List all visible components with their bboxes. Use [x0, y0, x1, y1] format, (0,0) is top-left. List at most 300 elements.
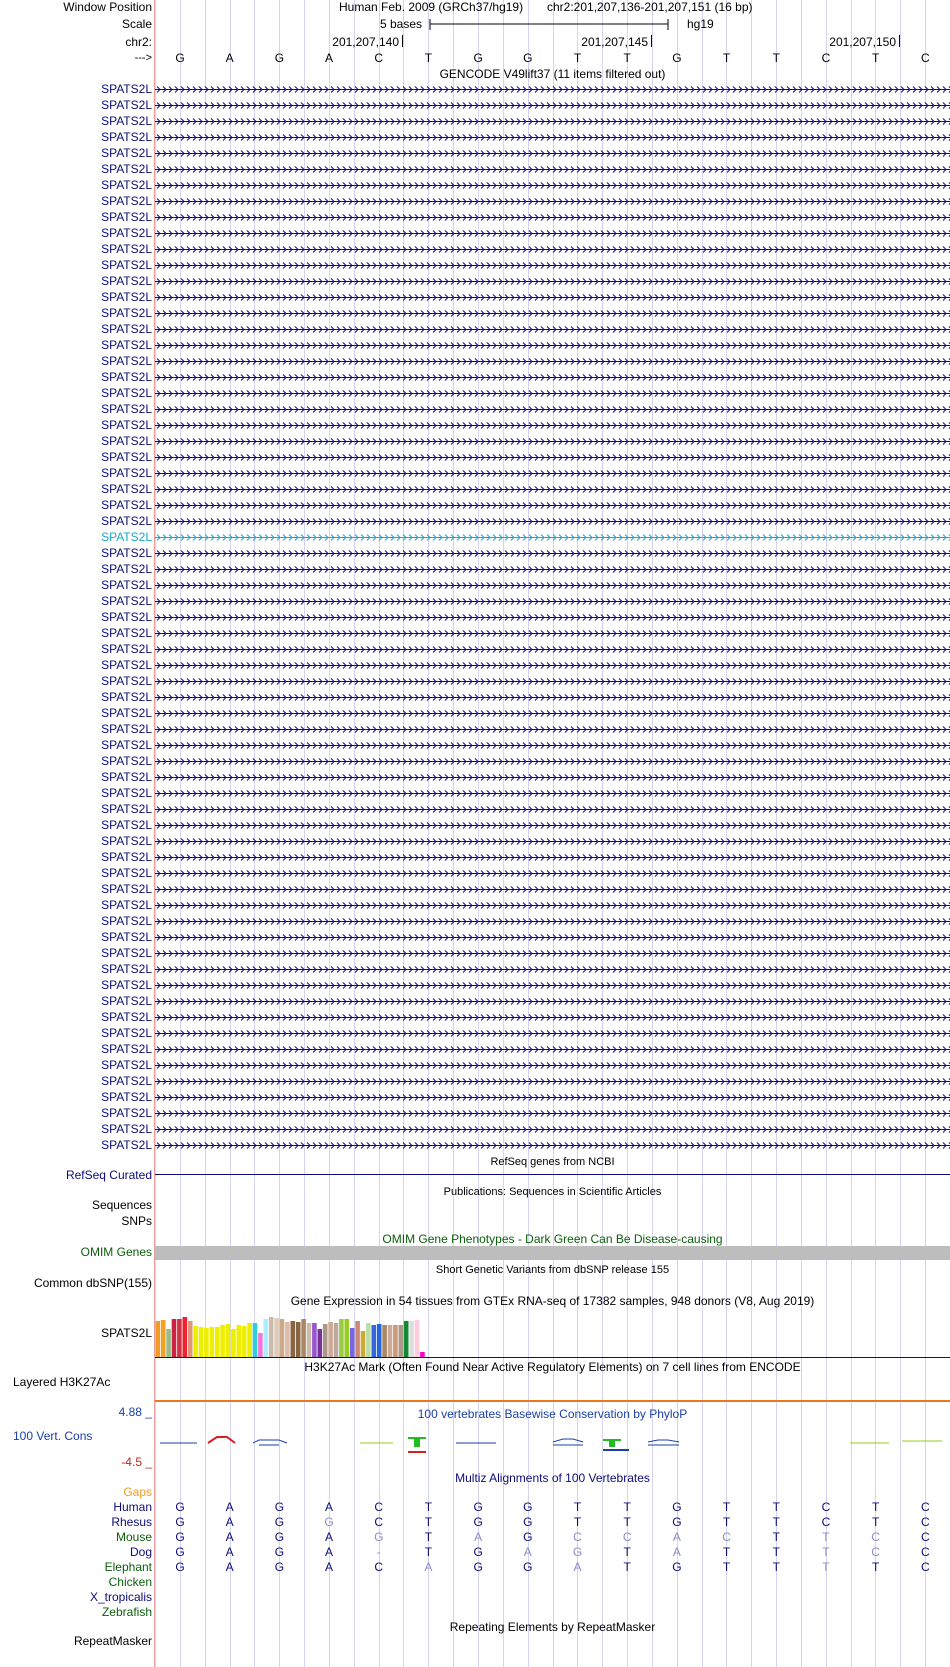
gencode-gene-row[interactable]	[155, 722, 950, 736]
sequence-base: A	[225, 51, 234, 65]
gencode-gene-row[interactable]	[155, 850, 950, 864]
gencode-gene-row[interactable]	[155, 562, 950, 576]
gencode-gene-label[interactable]: SPATS2L	[101, 690, 152, 704]
gencode-gene-row[interactable]	[155, 1138, 950, 1152]
phylop-min-label: -4.5 _	[121, 1455, 152, 1469]
multiz-aligned-base: T	[772, 1515, 780, 1529]
gtex-tissue-bar	[156, 1321, 161, 1357]
gencode-gene-row[interactable]	[155, 1026, 950, 1040]
gencode-gene-label[interactable]: SPATS2L	[101, 290, 152, 304]
gencode-gene-label[interactable]: SPATS2L	[101, 626, 152, 640]
multiz-aligned-base: C	[920, 1545, 930, 1559]
gencode-gene-label[interactable]: SPATS2L	[101, 978, 152, 992]
multiz-aligned-base: G	[374, 1530, 384, 1544]
gtex-tissue-bar	[318, 1329, 323, 1357]
multiz-aligned-base: G	[672, 1515, 682, 1529]
coordinate-tick-mark	[402, 35, 403, 47]
scale-text: 5 bases	[380, 17, 423, 31]
coordinate-tick-label: 201,207,145	[581, 35, 648, 49]
gencode-gene-row[interactable]	[155, 818, 950, 832]
multiz-aligned-base: T	[722, 1545, 731, 1559]
gtex-tissue-bar	[264, 1319, 269, 1357]
multiz-aligned-base: A	[225, 1560, 234, 1574]
gencode-gene-row[interactable]	[155, 706, 950, 720]
gencode-gene-row[interactable]	[155, 498, 950, 512]
gencode-gene-label[interactable]: SPATS2L	[101, 594, 152, 608]
multiz-aligned-base: A	[225, 1530, 234, 1544]
h3k27ac-track-title: H3K27Ac Mark (Often Found Near Active Regulatory Elements) on 7 cell lines from ENCODE	[304, 1360, 801, 1374]
gtex-tissue-bar	[258, 1333, 263, 1357]
multiz-aligned-base: T	[424, 1530, 433, 1544]
gencode-gene-row[interactable]	[155, 770, 950, 784]
gtex-tissue-bar	[307, 1323, 312, 1357]
gtex-tissue-bar	[291, 1321, 296, 1357]
publications-track-title: Publications: Sequences in Scientific Articles	[443, 1186, 662, 1198]
multiz-aligned-base: G	[473, 1515, 483, 1529]
gencode-gene-label[interactable]: SPATS2L	[101, 914, 152, 928]
sequence-base: C	[374, 51, 384, 65]
multiz-aligned-base: G	[473, 1560, 483, 1574]
gencode-gene-row[interactable]	[155, 962, 950, 976]
gencode-gene-label[interactable]: SPATS2L	[101, 242, 152, 256]
gencode-gene-label[interactable]: SPATS2L	[101, 610, 152, 624]
multiz-aligned-base: G	[175, 1560, 185, 1574]
multiz-aligned-base: G	[523, 1530, 533, 1544]
gencode-gene-label[interactable]: SPATS2L	[101, 450, 152, 464]
gtex-tissue-bar	[188, 1321, 193, 1357]
gencode-gene-label[interactable]: SPATS2L	[101, 162, 152, 176]
multiz-aligned-base: G	[572, 1545, 583, 1559]
gtex-tissue-bar	[183, 1317, 188, 1357]
publications-label-sequences[interactable]: Sequences	[91, 1198, 152, 1212]
gtex-tissue-bar	[420, 1352, 425, 1357]
multiz-species-label[interactable]: X_tropicalis	[89, 1590, 152, 1604]
multiz-aligned-base: A	[523, 1545, 532, 1559]
gencode-gene-row[interactable]	[155, 834, 950, 848]
multiz-aligned-base: G	[523, 1500, 533, 1514]
gtex-tissue-bar	[253, 1323, 258, 1357]
gencode-gene-label[interactable]: SPATS2L	[101, 642, 152, 656]
multiz-aligned-base: G	[672, 1560, 682, 1574]
gencode-gene-label[interactable]: SPATS2L	[101, 962, 152, 976]
gencode-gene-label[interactable]: SPATS2L	[101, 674, 152, 688]
gencode-gene-row[interactable]	[155, 898, 950, 912]
multiz-aligned-base: A	[474, 1530, 483, 1544]
gencode-gene-label[interactable]: SPATS2L	[101, 770, 152, 784]
gencode-gene-row[interactable]	[155, 130, 950, 144]
gtex-tissue-bar	[231, 1329, 236, 1357]
gencode-gene-label[interactable]: SPATS2L	[101, 1074, 152, 1088]
gtex-tissue-bar	[339, 1319, 344, 1357]
gencode-track-title: GENCODE V49lift37 (11 items filtered out)	[439, 67, 666, 81]
multiz-aligned-base: C	[821, 1515, 831, 1529]
repeatmasker-track-label[interactable]: RepeatMasker	[73, 1634, 152, 1648]
gencode-gene-row[interactable]	[155, 98, 950, 112]
multiz-aligned-base: C	[871, 1545, 880, 1559]
gencode-gene-row[interactable]	[155, 578, 950, 592]
gencode-gene-label[interactable]: SPATS2L	[101, 354, 152, 368]
gencode-gene-row[interactable]	[155, 178, 950, 192]
gencode-gene-row[interactable]	[155, 690, 950, 704]
gencode-gene-row[interactable]	[155, 530, 950, 544]
multiz-aligned-base: G	[274, 1530, 285, 1544]
sequence-base: G	[523, 51, 533, 65]
gtex-bar-graph[interactable]	[155, 1310, 950, 1358]
gencode-gene-label[interactable]: SPATS2L	[101, 530, 152, 544]
gencode-gene-label[interactable]: SPATS2L	[101, 882, 152, 896]
multiz-aligned-base: A	[325, 1530, 334, 1544]
gtex-tissue-bar	[280, 1319, 285, 1357]
omim-track-label[interactable]: OMIM Genes	[80, 1245, 152, 1259]
gencode-gene-row[interactable]	[155, 1090, 950, 1104]
multiz-aligned-base: G	[523, 1560, 533, 1574]
multiz-aligned-base: A	[325, 1545, 334, 1559]
multiz-aligned-base: T	[623, 1500, 631, 1514]
gencode-gene-label[interactable]: SPATS2L	[101, 178, 152, 192]
gencode-gene-row[interactable]	[155, 514, 950, 528]
multiz-aligned-base: C	[374, 1500, 384, 1514]
gencode-gene-row[interactable]	[155, 610, 950, 624]
gencode-gene-label[interactable]: SPATS2L	[101, 1042, 152, 1056]
multiz-aligned-base: G	[175, 1530, 185, 1544]
multiz-aligned-base: G	[274, 1515, 285, 1529]
gencode-gene-label[interactable]: SPATS2L	[101, 306, 152, 320]
gencode-gene-row[interactable]	[155, 162, 950, 176]
position-text: chr2:201,207,136-201,207,151 (16 bp)	[547, 0, 753, 14]
coordinate-tick-mark	[651, 35, 652, 47]
gencode-gene-row[interactable]	[155, 322, 950, 336]
multiz-species-label[interactable]: Elephant	[104, 1560, 152, 1574]
db-text: hg19	[687, 17, 714, 31]
multiz-aligned-base: C	[821, 1500, 831, 1514]
gencode-gene-label[interactable]: SPATS2L	[101, 706, 152, 720]
multiz-aligned-base: A	[672, 1530, 681, 1544]
gencode-gene-row[interactable]	[155, 994, 950, 1008]
gencode-gene-label[interactable]: SPATS2L	[101, 514, 152, 528]
gtex-tissue-bar	[274, 1318, 279, 1357]
sequence-base: T	[623, 51, 631, 65]
multiz-aligned-base: T	[623, 1560, 631, 1574]
multiz-aligned-base: T	[623, 1515, 631, 1529]
gencode-gene-row[interactable]	[155, 194, 950, 208]
gencode-gene-label[interactable]: SPATS2L	[101, 386, 152, 400]
gencode-gene-row[interactable]	[155, 930, 950, 944]
gencode-gene-label[interactable]: SPATS2L	[101, 994, 152, 1008]
multiz-aligned-base: T	[871, 1515, 880, 1529]
gencode-gene-row[interactable]	[155, 786, 950, 800]
multiz-aligned-base: G	[274, 1545, 285, 1559]
gencode-gene-row[interactable]	[155, 242, 950, 256]
multiz-species-label[interactable]: Human	[113, 1500, 152, 1514]
gencode-gene-label[interactable]: SPATS2L	[101, 866, 152, 880]
gencode-gene-row[interactable]	[155, 482, 950, 496]
gtex-tissue-bar	[210, 1327, 215, 1357]
gtex-tissue-bar	[409, 1321, 414, 1357]
gencode-gene-label[interactable]: SPATS2L	[101, 274, 152, 288]
multiz-aligned-base: G	[523, 1515, 533, 1529]
gtex-tissue-bar	[366, 1323, 371, 1357]
gtex-tissue-bar	[177, 1319, 182, 1357]
gencode-gene-row[interactable]	[155, 802, 950, 816]
gtex-tissue-bar	[355, 1321, 360, 1357]
gencode-gene-label[interactable]: SPATS2L	[101, 1122, 152, 1136]
multiz-aligned-base: G	[324, 1515, 334, 1529]
multiz-aligned-base: T	[822, 1560, 830, 1574]
gtex-tissue-bar	[242, 1326, 247, 1357]
gencode-gene-label[interactable]: SPATS2L	[101, 738, 152, 752]
gencode-gene-row[interactable]	[155, 1042, 950, 1056]
gencode-gene-label[interactable]: SPATS2L	[101, 338, 152, 352]
gencode-gene-label[interactable]: SPATS2L	[101, 482, 152, 496]
coordinate-tick-label: 201,207,140	[332, 35, 399, 49]
window-position-label: Window Position	[63, 0, 152, 14]
gencode-gene-row[interactable]	[155, 290, 950, 304]
multiz-aligned-base: G	[175, 1515, 185, 1529]
multiz-aligned-base: G	[175, 1500, 185, 1514]
gtex-tissue-bar	[323, 1324, 328, 1357]
gencode-gene-row[interactable]	[155, 594, 950, 608]
gencode-gene-row[interactable]	[155, 738, 950, 752]
sequence-base: C	[821, 51, 831, 65]
sequence-base: C	[920, 51, 930, 65]
omim-gene-bar[interactable]	[155, 1246, 950, 1260]
gtex-tissue-bar	[247, 1323, 252, 1357]
gencode-gene-label[interactable]: SPATS2L	[101, 818, 152, 832]
gtex-tissue-bar	[269, 1317, 274, 1357]
gencode-gene-label[interactable]: SPATS2L	[101, 786, 152, 800]
gencode-gene-row[interactable]	[155, 418, 950, 432]
gencode-gene-label[interactable]: SPATS2L	[101, 1090, 152, 1104]
gencode-gene-label[interactable]: SPATS2L	[101, 402, 152, 416]
gencode-gene-row[interactable]	[155, 946, 950, 960]
gencode-gene-label[interactable]: SPATS2L	[101, 754, 152, 768]
multiz-gaps-label: Gaps	[123, 1485, 152, 1499]
gencode-gene-label[interactable]: SPATS2L	[101, 226, 152, 240]
gencode-gene-row[interactable]	[155, 754, 950, 768]
gencode-gene-row[interactable]	[155, 674, 950, 688]
multiz-aligned-base: T	[772, 1530, 780, 1544]
gencode-gene-row[interactable]	[155, 274, 950, 288]
multiz-aligned-base: C	[722, 1530, 731, 1544]
gencode-gene-row[interactable]	[155, 370, 950, 384]
gencode-gene-row[interactable]	[155, 226, 950, 240]
gencode-gene-label[interactable]: SPATS2L	[101, 546, 152, 560]
coordinate-tick-label: 201,207,150	[829, 35, 896, 49]
multiz-aligned-base: C	[920, 1530, 930, 1544]
gtex-tissue-bar	[237, 1325, 242, 1357]
sequence-base: T	[871, 51, 880, 65]
sequence-base: T	[424, 51, 433, 65]
gencode-gene-label[interactable]: SPATS2L	[101, 418, 152, 432]
gencode-gene-row[interactable]	[155, 338, 950, 352]
gtex-tissue-bar	[372, 1325, 377, 1357]
gencode-gene-row[interactable]	[155, 258, 950, 272]
gtex-tissue-bar	[328, 1322, 333, 1357]
multiz-species-label[interactable]: Dog	[129, 1545, 152, 1559]
chrom-label: chr2:	[125, 35, 152, 49]
multiz-aligned-base: T	[722, 1500, 731, 1514]
gencode-gene-label[interactable]: SPATS2L	[101, 1138, 152, 1152]
dbsnp-track-label[interactable]: Common dbSNP(155)	[33, 1276, 152, 1290]
gencode-gene-label[interactable]: SPATS2L	[101, 834, 152, 848]
multiz-aligned-base: T	[424, 1515, 433, 1529]
gencode-gene-row[interactable]	[155, 914, 950, 928]
gencode-gene-row[interactable]	[155, 1074, 950, 1088]
multiz-aligned-base: T	[772, 1545, 780, 1559]
gencode-gene-row[interactable]	[155, 658, 950, 672]
gencode-gene-label[interactable]: SPATS2L	[101, 322, 152, 336]
gencode-gene-label[interactable]: SPATS2L	[101, 98, 152, 112]
gencode-gene-label[interactable]: SPATS2L	[101, 1010, 152, 1024]
multiz-aligned-base: T	[424, 1545, 433, 1559]
browser-track-area[interactable]	[155, 0, 950, 1667]
gencode-gene-label[interactable]: SPATS2L	[101, 578, 152, 592]
gencode-gene-label[interactable]: SPATS2L	[101, 130, 152, 144]
h3k27ac-track-label[interactable]: Layered H3K27Ac	[13, 1375, 111, 1389]
sequence-base: G	[473, 51, 483, 65]
sequence-base: T	[722, 51, 731, 65]
phylop-max-label: 4.88 _	[118, 1405, 152, 1419]
multiz-aligned-base: G	[175, 1545, 185, 1559]
sequence-base: G	[274, 51, 285, 65]
h3k27ac-signal[interactable]	[155, 1400, 950, 1402]
gencode-gene-row[interactable]	[155, 402, 950, 416]
multiz-aligned-base: T	[822, 1545, 830, 1559]
gencode-gene-label[interactable]: SPATS2L	[101, 722, 152, 736]
phylop-track-label[interactable]: 100 Vert. Cons	[13, 1429, 93, 1443]
refseq-track-label[interactable]: RefSeq Curated	[65, 1168, 152, 1182]
gtex-tissue-bar	[345, 1319, 350, 1357]
gencode-gene-row[interactable]	[155, 546, 950, 560]
coordinate-tick-mark	[899, 35, 900, 47]
phylop-graph[interactable]	[155, 1420, 950, 1470]
multiz-aligned-base: A	[325, 1500, 334, 1514]
gencode-gene-row[interactable]	[155, 882, 950, 896]
multiz-aligned-base: A	[225, 1500, 234, 1514]
multiz-aligned-base: T	[573, 1515, 582, 1529]
gtex-tissue-bar	[204, 1328, 209, 1357]
scale-label: Scale	[121, 17, 152, 31]
multiz-aligned-base: A	[225, 1545, 234, 1559]
gencode-gene-row[interactable]	[155, 450, 950, 464]
gencode-gene-row[interactable]	[155, 210, 950, 224]
gtex-tissue-bar	[172, 1319, 177, 1357]
multiz-aligned-base: A	[424, 1560, 433, 1574]
multiz-aligned-base: G	[473, 1545, 483, 1559]
gencode-gene-label[interactable]: SPATS2L	[101, 1058, 152, 1072]
gencode-gene-label[interactable]: SPATS2L	[101, 146, 152, 160]
gencode-gene-row[interactable]	[155, 642, 950, 656]
multiz-aligned-base: T	[772, 1560, 780, 1574]
refseq-gene-line[interactable]	[155, 1174, 950, 1175]
gencode-gene-label[interactable]: SPATS2L	[101, 658, 152, 672]
gencode-gene-row[interactable]	[155, 1010, 950, 1024]
multiz-aligned-base: T	[573, 1500, 582, 1514]
gtex-tissue-bar	[404, 1321, 409, 1357]
gencode-gene-row[interactable]	[155, 1122, 950, 1136]
gtex-tissue-bar	[361, 1331, 366, 1357]
gencode-gene-label[interactable]: SPATS2L	[101, 258, 152, 272]
multiz-aligned-base: G	[274, 1560, 285, 1574]
multiz-species-label[interactable]: Mouse	[115, 1530, 152, 1544]
gencode-gene-label[interactable]: SPATS2L	[101, 498, 152, 512]
gencode-gene-label[interactable]: SPATS2L	[101, 1106, 152, 1120]
multiz-aligned-base: T	[871, 1500, 880, 1514]
multiz-species-label[interactable]: Zebrafish	[101, 1605, 152, 1619]
sequence-base: T	[772, 51, 780, 65]
gtex-track-label[interactable]: SPATS2L	[101, 1326, 152, 1340]
multiz-species-label[interactable]: Chicken	[108, 1575, 152, 1589]
gencode-gene-row[interactable]	[155, 114, 950, 128]
gtex-tissue-bar	[161, 1320, 166, 1357]
multiz-aligned-base: C	[374, 1560, 384, 1574]
strand-arrow-label: --->	[134, 52, 152, 64]
gencode-gene-label[interactable]: SPATS2L	[101, 370, 152, 384]
gencode-gene-row[interactable]	[155, 354, 950, 368]
gtex-tissue-bar	[312, 1323, 317, 1357]
gencode-gene-label[interactable]: SPATS2L	[101, 82, 152, 96]
gencode-gene-row[interactable]	[155, 1106, 950, 1120]
gencode-gene-label[interactable]: SPATS2L	[101, 946, 152, 960]
multiz-aligned-base: A	[325, 1560, 334, 1574]
multiz-species-label[interactable]: Rhesus	[111, 1515, 152, 1529]
multiz-aligned-base: T	[722, 1560, 731, 1574]
gtex-tissue-bar	[377, 1324, 382, 1357]
gencode-gene-label[interactable]: SPATS2L	[101, 930, 152, 944]
gencode-gene-row[interactable]	[155, 866, 950, 880]
gencode-gene-row[interactable]	[155, 82, 950, 96]
gtex-tissue-bar	[215, 1327, 220, 1357]
gtex-tissue-bar	[220, 1325, 225, 1357]
multiz-aligned-base: C	[622, 1530, 632, 1544]
gencode-gene-label[interactable]: SPATS2L	[101, 562, 152, 576]
multiz-aligned-base: T	[822, 1530, 830, 1544]
gencode-gene-row[interactable]	[155, 146, 950, 160]
gencode-gene-label[interactable]: SPATS2L	[101, 114, 152, 128]
gencode-gene-label[interactable]: SPATS2L	[101, 466, 152, 480]
gtex-tissue-bar	[415, 1320, 420, 1357]
multiz-aligned-base: C	[573, 1530, 582, 1544]
gtex-tissue-bar	[296, 1322, 301, 1357]
gtex-tissue-bar	[301, 1319, 306, 1357]
gencode-gene-row[interactable]	[155, 626, 950, 640]
omim-track-title: OMIM Gene Phenotypes - Dark Green Can Be Disease-causing	[382, 1232, 723, 1246]
gtex-tissue-bar	[388, 1325, 393, 1357]
gencode-gene-label[interactable]: SPATS2L	[101, 898, 152, 912]
multiz-aligned-base: C	[920, 1500, 930, 1514]
gencode-gene-row[interactable]	[155, 434, 950, 448]
gencode-gene-row[interactable]	[155, 978, 950, 992]
publications-label-snps[interactable]: SNPs	[121, 1214, 152, 1228]
multiz-aligned-base: T	[871, 1560, 880, 1574]
gencode-gene-row[interactable]	[155, 466, 950, 480]
gencode-gene-label[interactable]: SPATS2L	[101, 194, 152, 208]
gencode-gene-row[interactable]	[155, 386, 950, 400]
gtex-tissue-bar	[166, 1329, 171, 1357]
gencode-gene-label[interactable]: SPATS2L	[101, 1026, 152, 1040]
gtex-tissue-bar	[226, 1324, 231, 1357]
gencode-gene-row[interactable]	[155, 306, 950, 320]
gencode-gene-label[interactable]: SPATS2L	[101, 434, 152, 448]
multiz-aligned-base: T	[623, 1545, 631, 1559]
multiz-aligned-base: C	[374, 1515, 384, 1529]
gencode-gene-label[interactable]: SPATS2L	[101, 802, 152, 816]
gencode-gene-label[interactable]: SPATS2L	[101, 850, 152, 864]
gtex-tissue-bar	[285, 1322, 290, 1357]
gencode-gene-label[interactable]: SPATS2L	[101, 210, 152, 224]
multiz-aligned-base: A	[225, 1515, 234, 1529]
gencode-gene-row[interactable]	[155, 1058, 950, 1072]
